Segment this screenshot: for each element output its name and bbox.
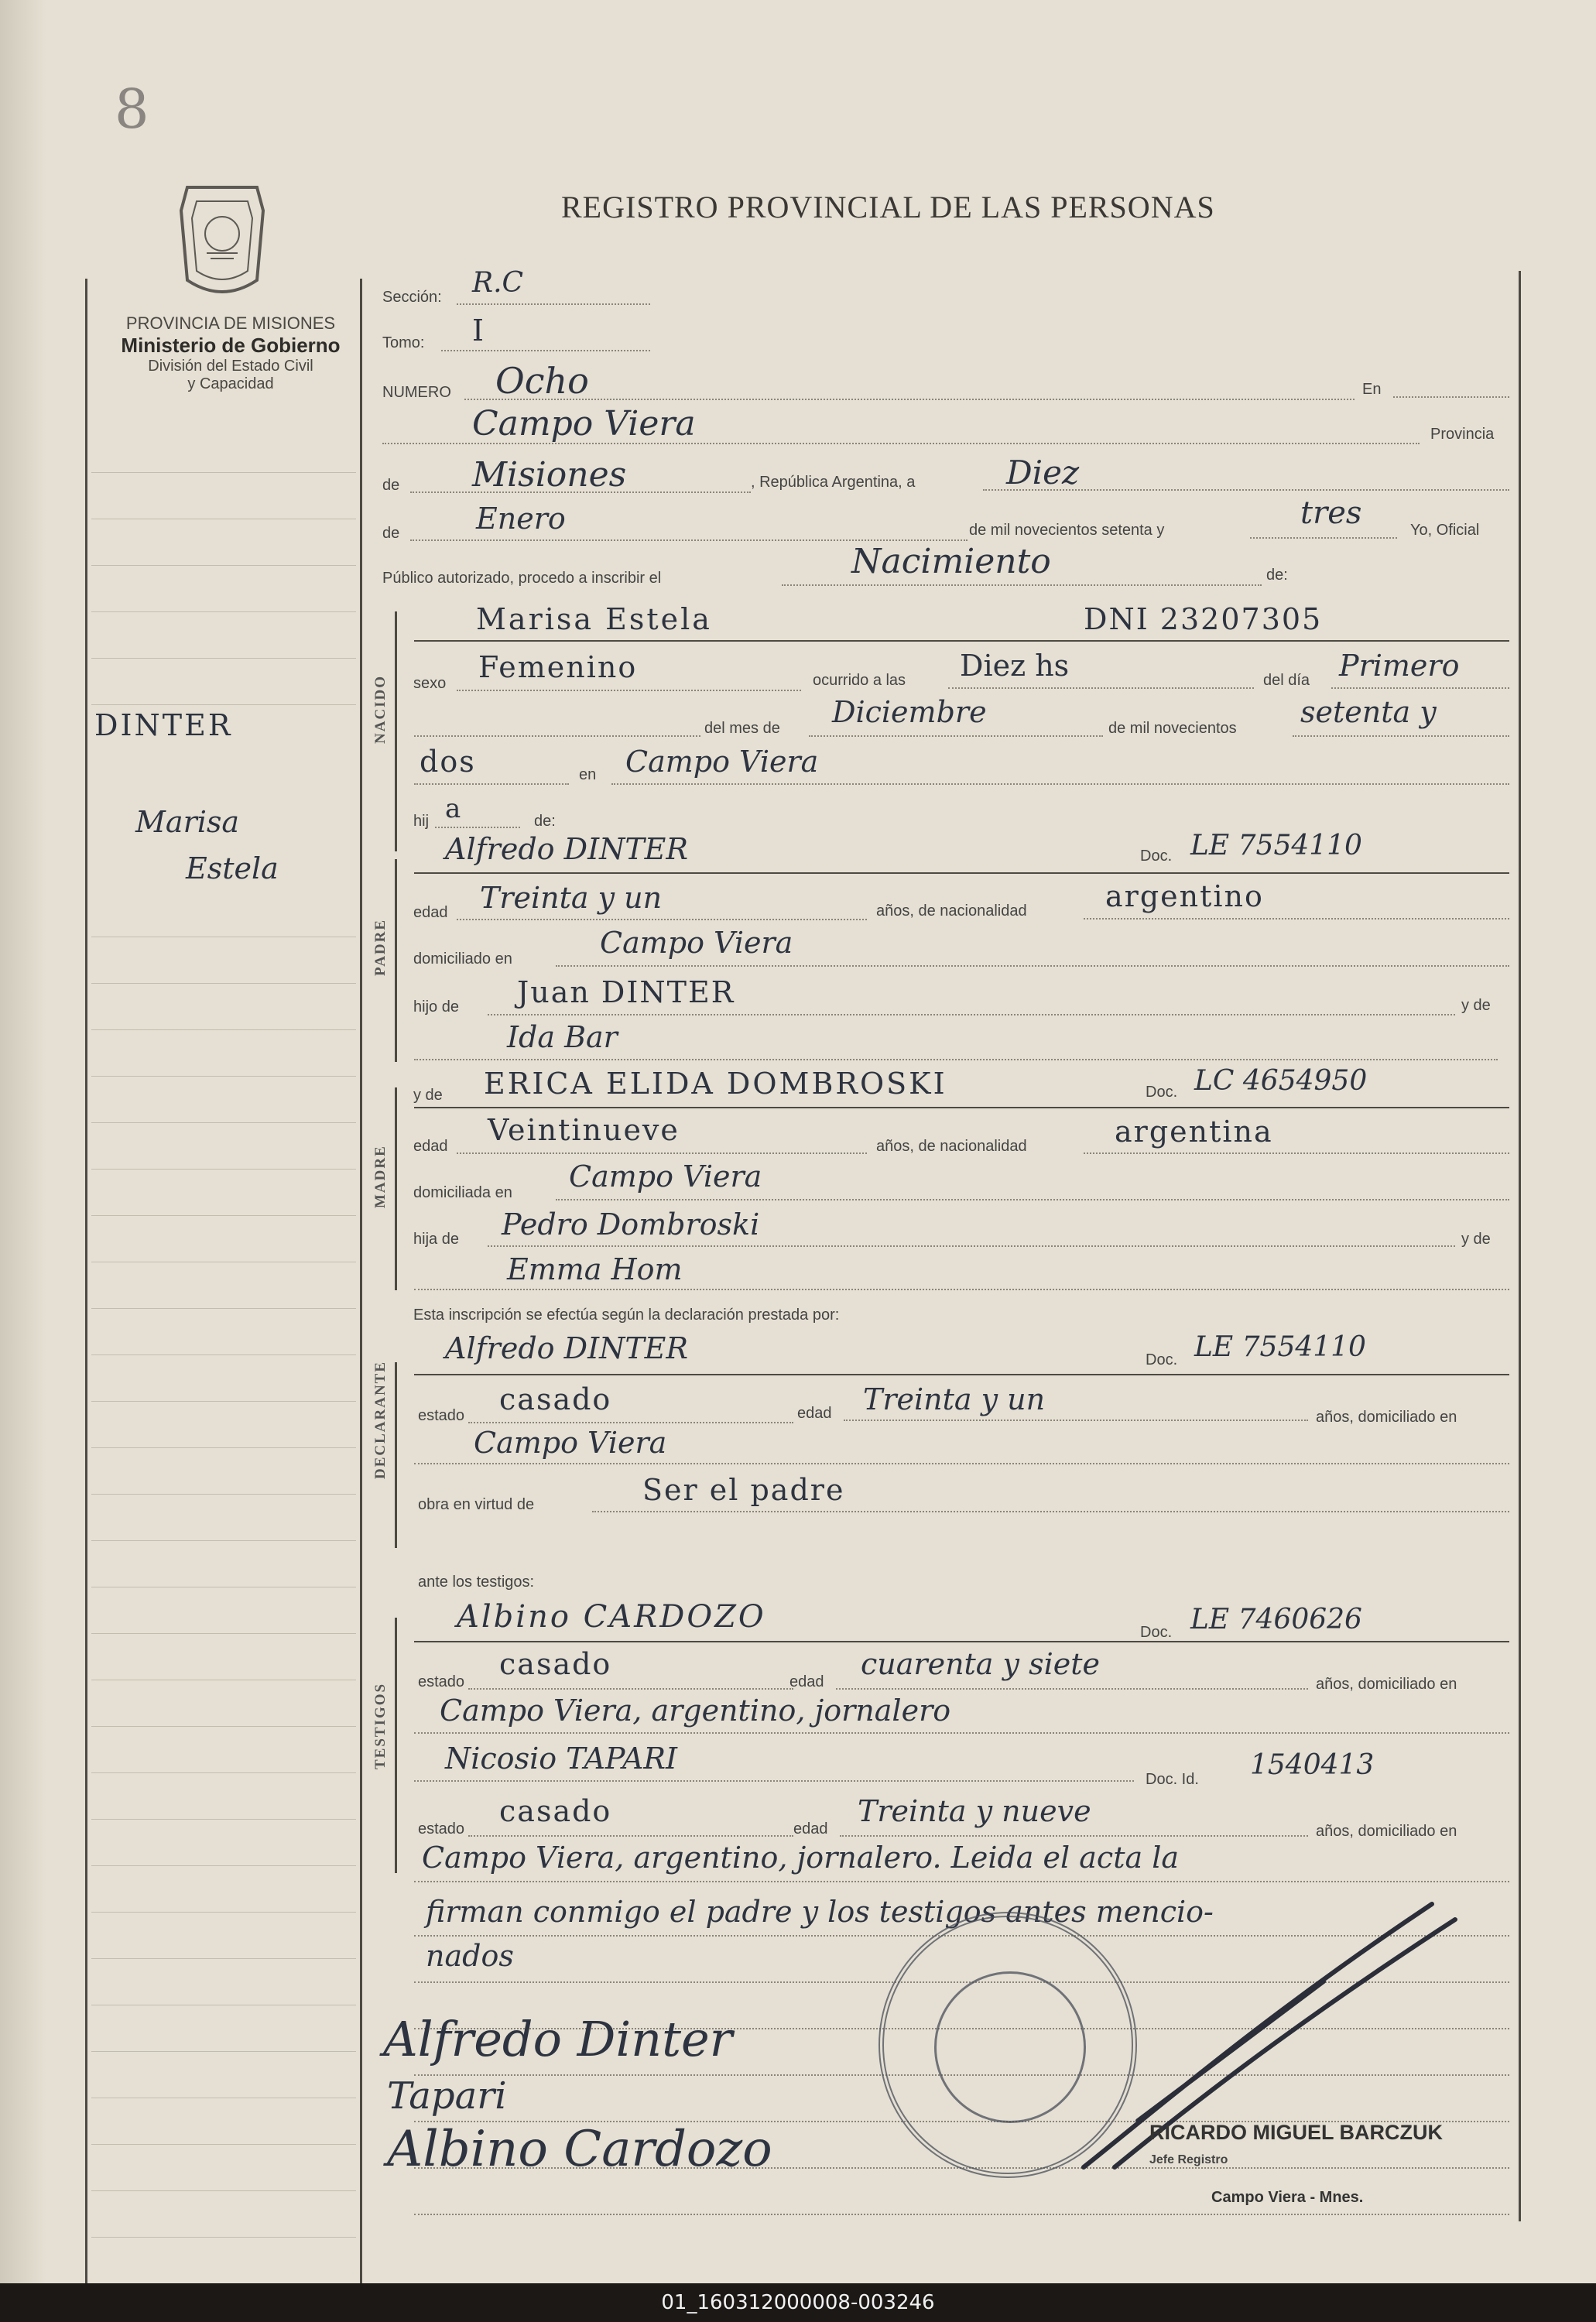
value-lugar-nac: Campo Viera xyxy=(625,745,819,779)
value-testigo2-estado: casado xyxy=(499,1794,612,1828)
label-domiciliado-padre: domiciliado en xyxy=(413,950,512,968)
section-label-padre: PADRE xyxy=(372,918,389,976)
label-de-1: de xyxy=(382,477,400,494)
label-doc-declarante: Doc. xyxy=(1146,1351,1178,1368)
value-declarante-edad: Treinta y un xyxy=(863,1382,1046,1416)
value-acto: Nacimiento xyxy=(851,542,1051,581)
value-abuela-materna: Emma Hom xyxy=(507,1252,683,1286)
value-hij-suffix: a xyxy=(445,793,461,824)
value-dia: Diez xyxy=(1006,454,1080,491)
madre-bracket xyxy=(395,1087,397,1290)
label-de-mil-2: de mil novecientos xyxy=(1108,720,1237,737)
value-declarante-nombre: Alfredo DINTER xyxy=(445,1331,689,1365)
value-hora: Diez hs xyxy=(960,649,1070,683)
value-testigo1-doc: LE 7460626 xyxy=(1190,1604,1362,1635)
label-obra: obra en virtud de xyxy=(418,1496,535,1513)
label-anos-dom-testigo2: años, domiciliado en xyxy=(1316,1823,1457,1840)
value-testigo2-nombre: Nicosio TAPARI xyxy=(445,1742,678,1776)
label-edad-testigo1: edad xyxy=(789,1673,824,1690)
label-estado-testigo2: estado xyxy=(418,1820,465,1837)
value-testigo1-dom: Campo Viera, argentino, jornalero xyxy=(440,1694,951,1728)
value-testigo2-dom: Campo Viera, argentino, jornalero. Leida el acta la xyxy=(422,1841,1180,1875)
label-de-3: de: xyxy=(534,813,556,830)
declarante-bracket xyxy=(395,1362,397,1548)
label-anos-nac-padre: años, de nacionalidad xyxy=(876,902,1027,920)
signature-albino-cardozo: Albino Cardozo xyxy=(387,2121,772,2178)
label-estado-testigo1: estado xyxy=(418,1673,465,1690)
value-declarante-estado: casado xyxy=(499,1382,612,1416)
value-padre-doc: LE 7554110 xyxy=(1190,830,1362,861)
label-yo-oficial: Yo, Oficial xyxy=(1410,522,1480,539)
value-dni: DNI 23207305 xyxy=(1084,602,1323,636)
value-mes-nac: Diciembre xyxy=(832,695,987,729)
nacido-bracket xyxy=(395,611,397,851)
label-seccion: Sección: xyxy=(382,289,442,306)
issuing-office xyxy=(91,313,370,393)
document-title: REGISTRO PROVINCIAL DE LAS PERSONAS xyxy=(561,190,1215,224)
value-madre-dom: Campo Viera xyxy=(569,1159,762,1194)
officer-name-stamp: RICARDO MIGUEL BARCZUK xyxy=(1149,2121,1443,2144)
value-testigo1-nombre: Albino CARDOZO xyxy=(457,1599,766,1635)
label-tomo: Tomo: xyxy=(382,334,425,351)
value-sexo: Femenino xyxy=(478,650,638,684)
office-division: División del Estado Civil xyxy=(148,358,313,375)
value-padre-nac: argentino xyxy=(1105,879,1264,913)
margin-surname: DINTER xyxy=(94,708,233,742)
label-provincia: Provincia xyxy=(1430,426,1495,443)
value-closing-1: firman conmigo el padre y los testigos antes mencio- xyxy=(426,1895,1214,1929)
label-republica: , República Argentina, a xyxy=(751,474,916,491)
value-declarante-dom: Campo Viera xyxy=(474,1426,667,1460)
officer-place-stamp: Campo Viera - Mnes. xyxy=(1211,2189,1364,2206)
label-hija-de: hija de xyxy=(413,1231,459,1248)
label-inscripcion: Esta inscripción se efectúa según la declaración prestada por: xyxy=(413,1307,840,1324)
label-edad-padre: edad xyxy=(413,904,448,921)
signature-tapari: Tapari xyxy=(387,2074,507,2118)
value-abuela-paterna: Ida Bar xyxy=(507,1020,618,1054)
value-anio: tres xyxy=(1300,495,1362,531)
office-province: PROVINCIA DE MISIONES xyxy=(125,313,336,333)
office-capacity: y Capacidad xyxy=(187,375,274,392)
padre-bracket xyxy=(395,859,397,1062)
value-declarante-doc: LE 7554110 xyxy=(1194,1331,1366,1363)
label-domiciliada-madre: domiciliada en xyxy=(413,1184,512,1201)
value-abuelo-paterno: Juan DINTER xyxy=(517,975,735,1009)
margin-given-name-2: Estela xyxy=(186,851,279,885)
label-de-mil: de mil novecientos setenta y xyxy=(969,522,1165,539)
value-madre-nac: argentina xyxy=(1115,1115,1273,1149)
label-doc-padre: Doc. xyxy=(1140,848,1173,865)
label-anos-nac-madre: años, de nacionalidad xyxy=(876,1138,1027,1155)
value-testigo1-estado: casado xyxy=(499,1647,612,1681)
label-del-mes: del mes de xyxy=(704,720,780,737)
value-dia-nac: Primero xyxy=(1339,649,1460,683)
province-emblem-icon xyxy=(172,180,272,303)
section-label-declarante: DECLARANTE xyxy=(372,1360,389,1479)
label-testigos: ante los testigos: xyxy=(418,1574,535,1591)
label-anos-dom-testigo1: años, domiciliado en xyxy=(1316,1676,1457,1693)
value-lugar: Campo Viera xyxy=(472,404,696,444)
margin-given-name-1: Marisa xyxy=(135,805,240,839)
value-madre-doc: LC 4654950 xyxy=(1194,1065,1368,1097)
value-padre-edad: Treinta y un xyxy=(480,881,663,915)
label-edad-declarante: edad xyxy=(797,1405,832,1422)
page-number: 8 xyxy=(115,77,149,141)
value-testigo1-edad: cuarenta y siete xyxy=(861,1647,1100,1681)
value-mes: Enero xyxy=(476,502,566,536)
label-doc-testigo1: Doc. xyxy=(1140,1624,1173,1641)
label-y-de-madre-2: y de xyxy=(1461,1231,1491,1248)
label-doc-id-testigo2: Doc. Id. xyxy=(1146,1771,1199,1788)
label-anos-dom-declarante: años, domiciliado en xyxy=(1316,1409,1457,1426)
testigos-bracket xyxy=(395,1618,397,1873)
value-anio-nac-1: setenta y xyxy=(1300,695,1437,729)
value-madre-nombre: ERICA ELIDA DOMBROSKI xyxy=(484,1067,947,1101)
value-tomo: I xyxy=(472,313,485,348)
value-abuelo-materno: Pedro Dombroski xyxy=(502,1207,760,1241)
label-y-de-padre: y de xyxy=(1461,997,1491,1014)
image-caption: 01_160312000008-003246 xyxy=(0,2283,1596,2322)
officer-role-stamp: Jefe Registro xyxy=(1149,2153,1228,2166)
value-anio-nac-2: dos xyxy=(420,745,476,779)
value-testigo2-doc: 1540413 xyxy=(1250,1749,1375,1781)
label-hij: hij xyxy=(413,813,430,830)
margin-divider xyxy=(360,279,362,2283)
label-ocurrido: ocurrido a las xyxy=(813,672,906,689)
label-publico: Público autorizado, procedo a inscribir el xyxy=(382,570,662,587)
label-del-dia: del día xyxy=(1263,672,1310,689)
value-numero: Ocho xyxy=(495,360,589,402)
label-doc-madre: Doc. xyxy=(1146,1084,1178,1101)
label-edad-madre: edad xyxy=(413,1138,448,1155)
section-label-madre: MADRE xyxy=(372,1145,389,1208)
value-testigo2-edad: Treinta y nueve xyxy=(858,1794,1091,1828)
value-closing-2: nados xyxy=(426,1939,514,1973)
label-de-2: de xyxy=(382,525,400,542)
label-sexo: sexo xyxy=(413,675,447,692)
left-border xyxy=(85,279,87,2283)
right-border xyxy=(1519,271,1521,2221)
label-de-colon: de: xyxy=(1266,567,1288,584)
value-padre-dom: Campo Viera xyxy=(600,926,793,960)
value-provincia: Misiones xyxy=(472,455,627,495)
label-y-de-madre: y de xyxy=(413,1087,443,1104)
label-edad-testigo2: edad xyxy=(793,1820,828,1837)
section-label-nacido: NACIDO xyxy=(372,674,389,744)
label-en: En xyxy=(1362,381,1382,398)
value-padre-nombre: Alfredo DINTER xyxy=(445,832,689,866)
value-madre-edad: Veintinueve xyxy=(488,1113,680,1147)
label-hijo-de: hijo de xyxy=(413,998,459,1015)
value-seccion: R.C xyxy=(472,267,524,299)
value-nombre: Marisa Estela xyxy=(476,602,712,636)
section-label-testigos: TESTIGOS xyxy=(372,1682,389,1769)
office-ministry: Ministerio de Gobierno xyxy=(121,334,341,357)
signature-alfredo-dinter: Alfredo Dinter xyxy=(383,2011,733,2067)
value-declarante-virtud: Ser el padre xyxy=(642,1473,845,1507)
label-numero: NUMERO xyxy=(382,384,451,401)
label-estado-declarante: estado xyxy=(418,1407,465,1424)
label-en-2: en xyxy=(579,766,597,783)
